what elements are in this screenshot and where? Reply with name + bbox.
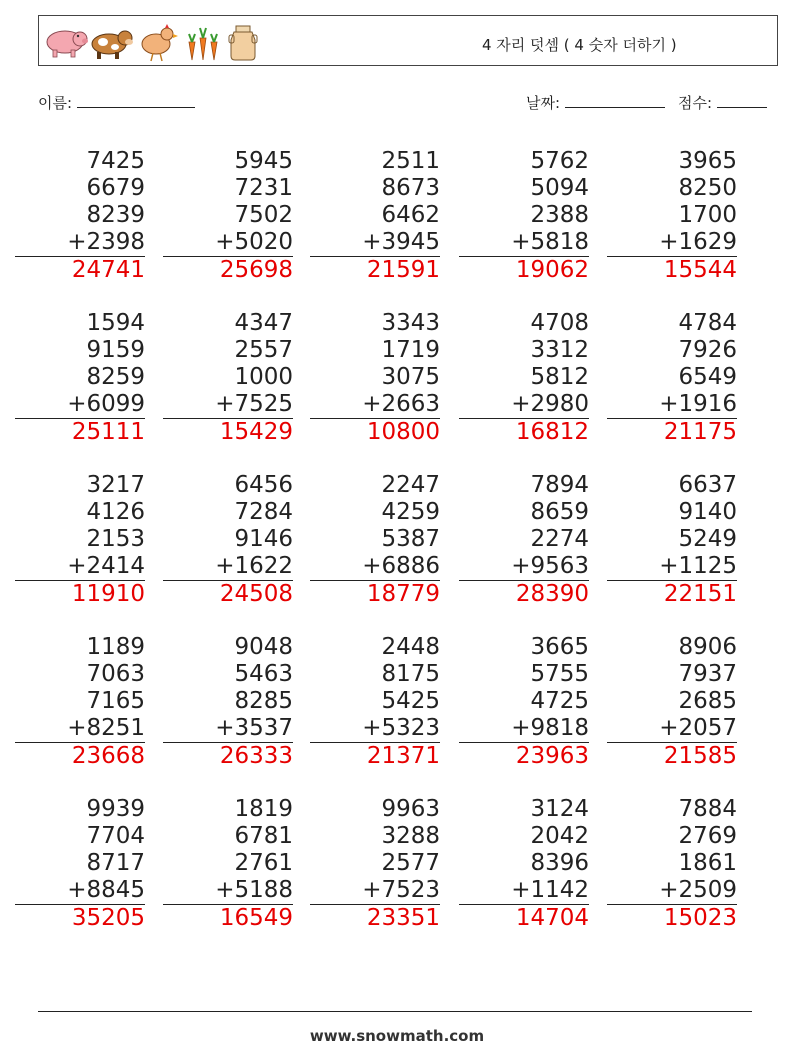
addend-3: 9146: [234, 526, 293, 552]
problem-21: [15, 796, 145, 932]
addend-1: 4784: [678, 310, 737, 336]
problem-16: [15, 634, 145, 770]
addend-2: 5094: [530, 175, 589, 201]
addend-1: 3217: [86, 472, 145, 498]
addend-3: 2153: [86, 526, 145, 552]
answer: 16812: [515, 419, 589, 445]
addend-1: 1819: [234, 796, 293, 822]
addend-4: +2980: [459, 391, 589, 419]
answer: 22151: [663, 581, 737, 607]
addend-1: 3124: [530, 796, 589, 822]
addend-1: 5762: [530, 148, 589, 174]
addend-3: 8239: [86, 202, 145, 228]
problem-7: [163, 310, 293, 446]
addend-3: 8717: [86, 850, 145, 876]
problem-8: [310, 310, 440, 446]
addend-2: 2769: [678, 823, 737, 849]
addend-4: +6886: [310, 553, 440, 581]
addend-2: 7937: [678, 661, 737, 687]
addend-4: +2057: [607, 715, 737, 743]
addend-1: 2448: [381, 634, 440, 660]
answer: 15429: [219, 419, 293, 445]
addend-3: 2761: [234, 850, 293, 876]
addend-1: 9939: [86, 796, 145, 822]
addend-4: +3537: [163, 715, 293, 743]
chicken-icon: [142, 24, 178, 61]
addend-3: 8259: [86, 364, 145, 390]
addend-4: +9818: [459, 715, 589, 743]
milk-can-icon: [229, 26, 257, 60]
problem-10: [607, 310, 737, 446]
answer: 14704: [515, 905, 589, 931]
worksheet-title: 4 자리 덧셈 ( 4 숫자 더하기 ): [482, 36, 677, 54]
addend-1: 8906: [678, 634, 737, 660]
addend-3: 5249: [678, 526, 737, 552]
addend-2: 5463: [234, 661, 293, 687]
problem-18: [310, 634, 440, 770]
addend-2: 7284: [234, 499, 293, 525]
answer: 26333: [219, 743, 293, 769]
addend-2: 8659: [530, 499, 589, 525]
addend-2: 7926: [678, 337, 737, 363]
carrots-icon: [189, 28, 217, 60]
answer: 18779: [366, 581, 440, 607]
problem-24: [459, 796, 589, 932]
answer: 21585: [663, 743, 737, 769]
addend-4: +7523: [310, 877, 440, 905]
addend-3: 3075: [381, 364, 440, 390]
problem-14: [459, 472, 589, 608]
problem-12: [163, 472, 293, 608]
addend-3: 4725: [530, 688, 589, 714]
answer: 28390: [515, 581, 589, 607]
addend-2: 2042: [530, 823, 589, 849]
addend-3: 2388: [530, 202, 589, 228]
addend-3: 7165: [86, 688, 145, 714]
problem-4: [459, 148, 589, 284]
footer-divider: [38, 1011, 752, 1012]
addend-2: 8673: [381, 175, 440, 201]
addend-4: +1622: [163, 553, 293, 581]
addend-1: 6637: [678, 472, 737, 498]
addend-2: 4126: [86, 499, 145, 525]
addend-1: 3965: [678, 148, 737, 174]
problem-19: [459, 634, 589, 770]
addend-4: +5188: [163, 877, 293, 905]
addend-3: 2577: [381, 850, 440, 876]
answer: 21591: [366, 257, 440, 283]
problem-15: [607, 472, 737, 608]
addend-3: 1861: [678, 850, 737, 876]
addend-4: +1125: [607, 553, 737, 581]
addend-2: 8175: [381, 661, 440, 687]
addend-3: 2274: [530, 526, 589, 552]
addend-2: 7704: [86, 823, 145, 849]
addend-4: +1916: [607, 391, 737, 419]
addend-2: 7231: [234, 175, 293, 201]
problem-1: [15, 148, 145, 284]
answer: 25111: [71, 419, 145, 445]
addend-4: +7525: [163, 391, 293, 419]
answer: 21175: [663, 419, 737, 445]
addend-4: +5323: [310, 715, 440, 743]
animal-icons: [43, 20, 273, 64]
addend-2: 8250: [678, 175, 737, 201]
answer: 24741: [71, 257, 145, 283]
addend-1: 3665: [530, 634, 589, 660]
addend-3: 6549: [678, 364, 737, 390]
answer: 23668: [71, 743, 145, 769]
score-line[interactable]: [717, 93, 767, 108]
answer: 21371: [366, 743, 440, 769]
problem-20: [607, 634, 737, 770]
name-field[interactable]: [38, 92, 195, 113]
addend-4: +9563: [459, 553, 589, 581]
addend-1: 3343: [381, 310, 440, 336]
addend-1: 7894: [530, 472, 589, 498]
addend-3: 1000: [234, 364, 293, 390]
addend-3: 7502: [234, 202, 293, 228]
score-label: 점수:: [678, 94, 713, 112]
addend-1: 2511: [381, 148, 440, 174]
addend-4: +8845: [15, 877, 145, 905]
addend-3: 1700: [678, 202, 737, 228]
pig-icon: [47, 31, 88, 57]
addend-4: +2509: [607, 877, 737, 905]
answer: 25698: [219, 257, 293, 283]
addend-3: 5425: [381, 688, 440, 714]
addend-3: 6462: [381, 202, 440, 228]
problem-3: [310, 148, 440, 284]
addend-1: 9963: [381, 796, 440, 822]
addend-2: 4259: [381, 499, 440, 525]
problem-2: [163, 148, 293, 284]
addend-4: +2414: [15, 553, 145, 581]
name-label: 이름:: [38, 94, 73, 112]
date-field[interactable]: [526, 92, 665, 113]
cow-icon: [92, 31, 133, 59]
addend-4: +3945: [310, 229, 440, 257]
addend-2: 2557: [234, 337, 293, 363]
addend-1: 1189: [86, 634, 145, 660]
addend-2: 1719: [381, 337, 440, 363]
addend-2: 7063: [86, 661, 145, 687]
problem-22: [163, 796, 293, 932]
addend-1: 1594: [86, 310, 145, 336]
addend-1: 9048: [234, 634, 293, 660]
addend-4: +1629: [607, 229, 737, 257]
header-box: [38, 15, 778, 66]
addend-4: +8251: [15, 715, 145, 743]
date-label: 날짜:: [526, 94, 561, 112]
addend-4: +2398: [15, 229, 145, 257]
addend-2: 3288: [381, 823, 440, 849]
addend-3: 8396: [530, 850, 589, 876]
addend-4: +5020: [163, 229, 293, 257]
addend-3: 5812: [530, 364, 589, 390]
addend-2: 5755: [530, 661, 589, 687]
footer-site: www.snowmath.com: [309, 1027, 485, 1045]
addend-2: 6679: [86, 175, 145, 201]
addend-3: 2685: [678, 688, 737, 714]
date-line[interactable]: [565, 93, 665, 108]
problem-5: [607, 148, 737, 284]
problem-17: [163, 634, 293, 770]
addend-2: 9159: [86, 337, 145, 363]
answer: 23963: [515, 743, 589, 769]
addend-1: 7884: [678, 796, 737, 822]
answer: 19062: [515, 257, 589, 283]
addend-4: +6099: [15, 391, 145, 419]
addend-1: 4347: [234, 310, 293, 336]
problem-23: [310, 796, 440, 932]
addend-4: +1142: [459, 877, 589, 905]
answer: 15544: [663, 257, 737, 283]
addend-1: 4708: [530, 310, 589, 336]
answer: 16549: [219, 905, 293, 931]
name-line[interactable]: [77, 93, 195, 108]
addend-3: 8285: [234, 688, 293, 714]
problem-11: [15, 472, 145, 608]
problem-25: [607, 796, 737, 932]
answer: 15023: [663, 905, 737, 931]
answer: 24508: [219, 581, 293, 607]
answer: 11910: [71, 581, 145, 607]
addend-2: 3312: [530, 337, 589, 363]
answer: 10800: [366, 419, 440, 445]
answer: 35205: [71, 905, 145, 931]
addend-2: 9140: [678, 499, 737, 525]
score-field[interactable]: [678, 92, 767, 113]
addend-4: +5818: [459, 229, 589, 257]
problem-6: [15, 310, 145, 446]
addend-1: 5945: [234, 148, 293, 174]
answer: 23351: [366, 905, 440, 931]
addend-1: 7425: [86, 148, 145, 174]
problem-13: [310, 472, 440, 608]
addend-1: 2247: [381, 472, 440, 498]
problem-9: [459, 310, 589, 446]
addend-4: +2663: [310, 391, 440, 419]
addend-1: 6456: [234, 472, 293, 498]
addend-3: 5387: [381, 526, 440, 552]
addend-2: 6781: [234, 823, 293, 849]
